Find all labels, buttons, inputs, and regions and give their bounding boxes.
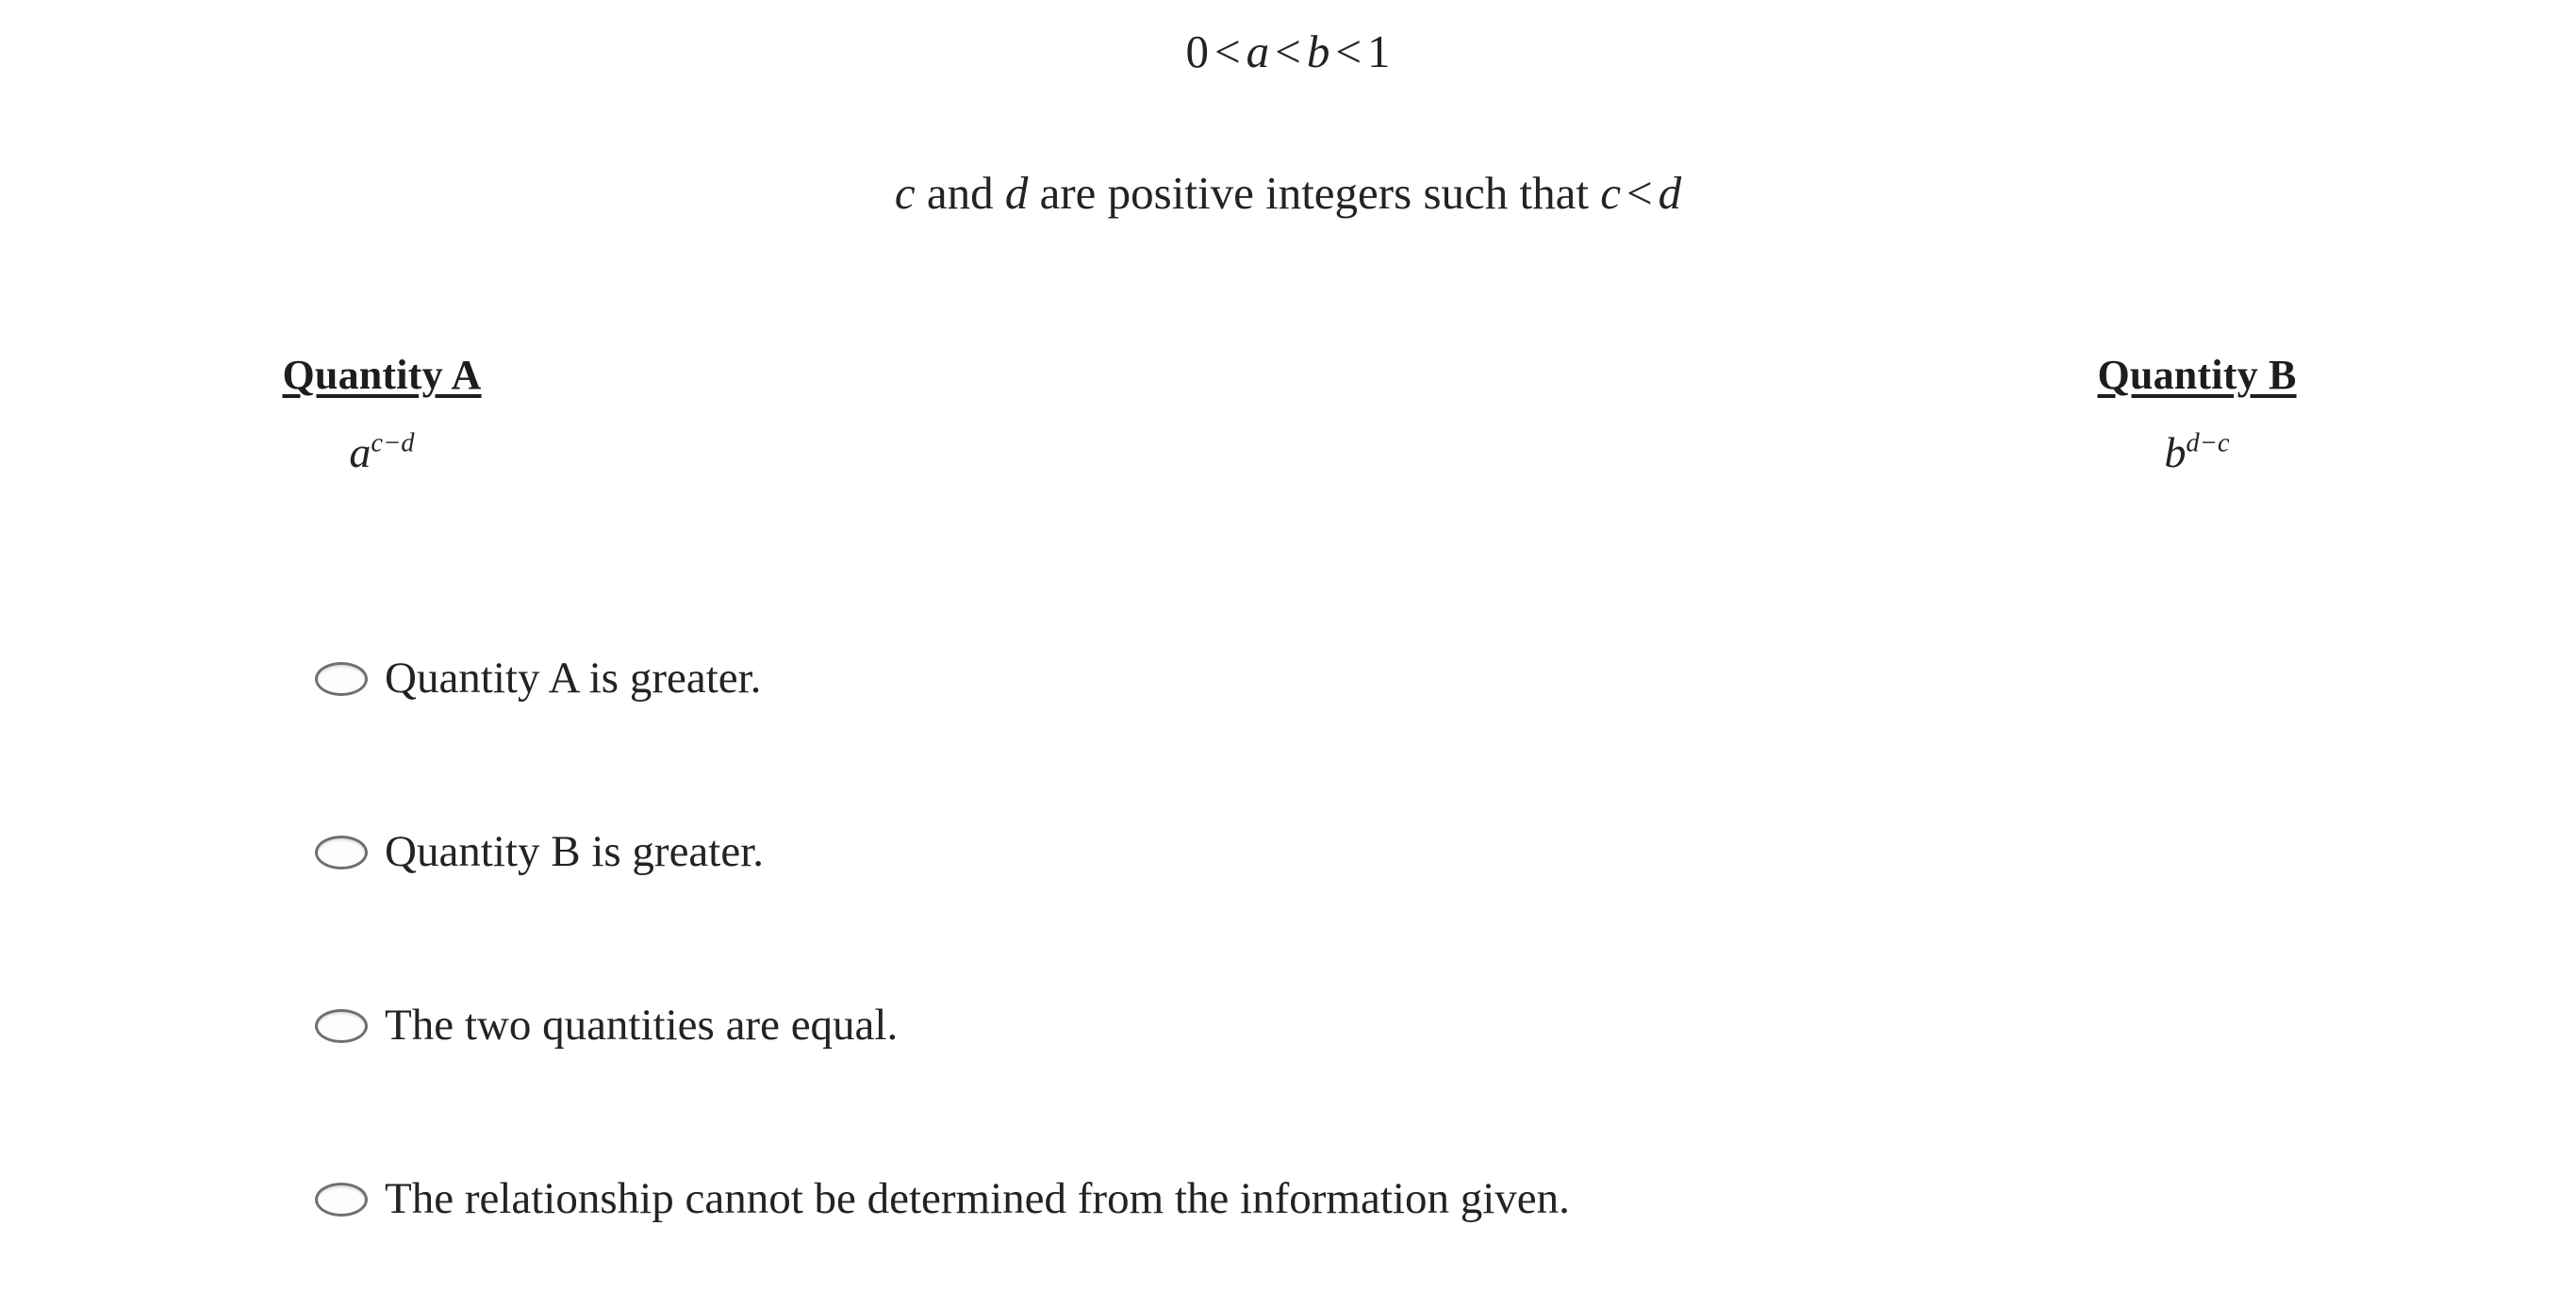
radio-button-icon[interactable]	[315, 1183, 368, 1217]
quantity-comparison	[0, 351, 2576, 539]
quantity-b-heading: Quantity B	[2097, 352, 2297, 398]
math-token: <	[1335, 25, 1362, 77]
radio-button-icon[interactable]	[315, 662, 368, 696]
math-token: <	[1275, 25, 1301, 77]
math-token: b	[1306, 25, 1330, 77]
quantity-b-expression	[1867, 427, 2527, 477]
stem-line-1	[0, 26, 2576, 77]
stem-line-1-math	[1186, 25, 1391, 77]
answer-choice-2[interactable]	[315, 807, 2484, 898]
quantity-a-base: a	[349, 428, 372, 476]
math-token: 1	[1366, 25, 1391, 77]
answer-choice-4[interactable]	[315, 1154, 2484, 1245]
math-token: d	[1004, 167, 1029, 219]
math-token: <	[1627, 167, 1653, 219]
quantity-a-heading: Quantity A	[282, 352, 482, 398]
math-token: are positive integers such that	[1028, 167, 1601, 219]
math-token: d	[1658, 167, 1682, 219]
quantity-a-exponent: c−d	[371, 428, 415, 458]
answer-choice-label: The two quantities are equal.	[385, 1001, 899, 1051]
stem-line-2-math	[895, 167, 1681, 219]
answer-choice-3[interactable]	[315, 981, 2484, 1071]
answer-choice-label: The relationship cannot be determined from the information given.	[385, 1174, 1570, 1224]
math-token: 0	[1185, 25, 1210, 77]
math-token: c	[1600, 167, 1621, 219]
answer-choice-1[interactable]	[315, 634, 2484, 724]
math-token: a	[1246, 25, 1270, 77]
quantity-b-column	[1867, 351, 2527, 477]
answer-choice-label: Quantity B is greater.	[385, 827, 765, 877]
math-token: and	[915, 167, 1005, 219]
quantity-a-column	[52, 351, 712, 477]
radio-button-icon[interactable]	[315, 836, 368, 870]
math-token: c	[894, 167, 916, 219]
answer-choice-list	[315, 634, 2484, 1245]
quantity-a-expression	[52, 427, 712, 477]
answer-choice-label: Quantity A is greater.	[385, 654, 762, 704]
quantity-b-base: b	[2164, 428, 2187, 476]
radio-button-icon[interactable]	[315, 1009, 368, 1043]
math-token: <	[1214, 25, 1241, 77]
stem-line-2	[0, 168, 2576, 219]
quantity-b-exponent: d−c	[2186, 428, 2230, 458]
